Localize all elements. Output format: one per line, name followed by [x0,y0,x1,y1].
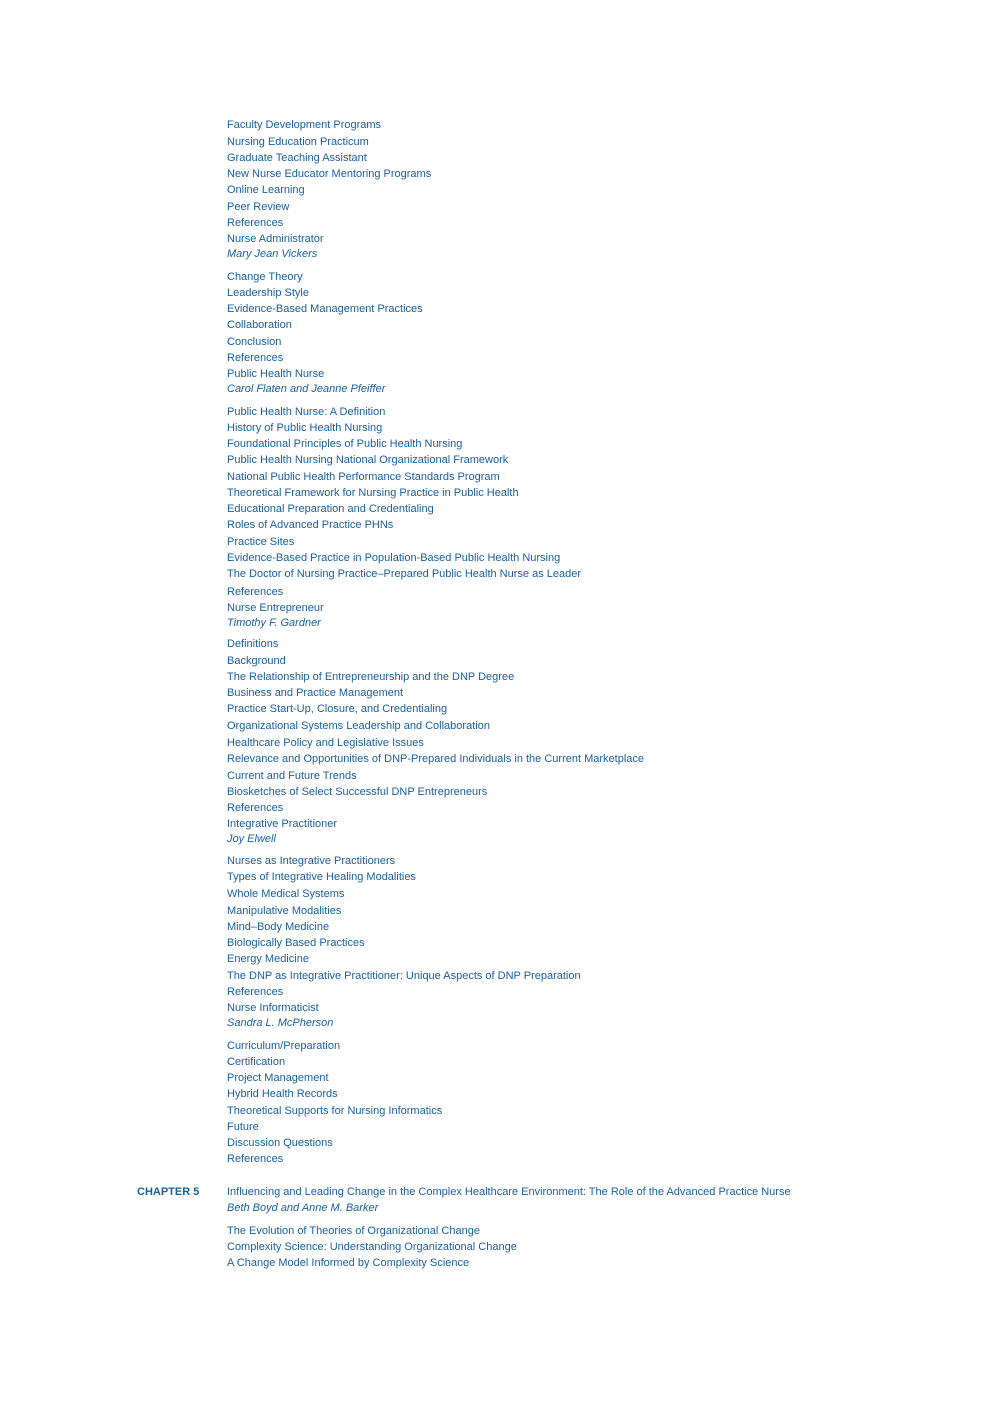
toc-entry[interactable]: Roles of Advanced Practice PHNs [227,519,394,531]
toc-section-title[interactable]: Integrative Practitioner [227,818,338,830]
toc-entry[interactable]: Energy Medicine [227,953,309,965]
toc-entry[interactable]: References [227,586,284,598]
toc-entry[interactable]: Graduate Teaching Assistant [227,152,367,164]
toc-entry[interactable]: Foundational Principles of Public Health Nursing [227,438,463,450]
toc-section-title[interactable]: Nurse Entrepreneur [227,602,324,614]
toc-entry[interactable]: Curriculum/Preparation [227,1040,341,1052]
toc-entry[interactable]: Organizational Systems Leadership and Collaboration [227,720,490,732]
toc-entry[interactable]: Leadership Style [227,287,309,299]
toc-entry[interactable]: Educational Preparation and Credentialing [227,503,434,515]
toc-entry[interactable]: References [227,802,284,814]
toc-author: Beth Boyd and Anne M. Barker [227,1202,379,1214]
toc-entry[interactable]: Nursing Education Practicum [227,136,369,148]
toc-entry[interactable]: Manipulative Modalities [227,905,342,917]
toc-entry[interactable]: Theoretical Framework for Nursing Practice in Public Health [227,487,519,499]
toc-entry[interactable]: A Change Model Informed by Complexity Science [227,1257,470,1269]
toc-entry[interactable]: National Public Health Performance Standards Program [227,471,500,483]
toc-entry[interactable]: Practice Sites [227,536,295,548]
toc-entry[interactable]: Complexity Science: Understanding Organizational Change [227,1241,517,1253]
toc-author: Joy Elwell [227,833,276,845]
toc-entry[interactable]: Relevance and Opportunities of DNP-Prepared Individuals in the Current Marketplace [227,753,644,765]
toc-entry[interactable]: Collaboration [227,319,292,331]
toc-entry[interactable]: Current and Future Trends [227,770,357,782]
toc-entry[interactable]: Healthcare Policy and Legislative Issues [227,737,424,749]
toc-entry[interactable]: Conclusion [227,336,282,348]
toc-entry[interactable]: Peer Review [227,201,290,213]
toc-entry[interactable]: References [227,352,284,364]
toc-author: Mary Jean Vickers [227,248,318,260]
toc-entry[interactable]: Types of Integrative Healing Modalities [227,871,416,883]
toc-entry[interactable]: Future [227,1121,259,1133]
toc-author: Sandra L. McPherson [227,1017,334,1029]
toc-section-title[interactable]: Nurse Administrator [227,233,324,245]
toc-entry[interactable]: New Nurse Educator Mentoring Programs [227,168,432,180]
toc-section-title[interactable]: Public Health Nurse [227,368,325,380]
toc-entry[interactable]: Mind–Body Medicine [227,921,330,933]
toc-entry[interactable]: Public Health Nurse: A Definition [227,406,386,418]
chapter-title[interactable]: Influencing and Leading Change in the Complex Healthcare Environment: The Role of the Advanced Practice Nurse [227,1186,791,1198]
toc-entry[interactable]: Online Learning [227,184,305,196]
toc-entry[interactable]: Business and Practice Management [227,687,404,699]
toc-entry[interactable]: Evidence-Based Practice in Population-Based Public Health Nursing [227,552,561,564]
toc-entry[interactable]: Definitions [227,638,279,650]
toc-entry[interactable]: References [227,986,284,998]
toc-entry[interactable]: History of Public Health Nursing [227,422,383,434]
toc-entry[interactable]: Practice Start-Up, Closure, and Credentialing [227,703,448,715]
toc-entry[interactable]: Whole Medical Systems [227,888,345,900]
toc-entry[interactable]: References [227,217,284,229]
toc-entry[interactable]: Discussion Questions [227,1137,333,1149]
toc-entry[interactable]: Hybrid Health Records [227,1088,338,1100]
toc-entry[interactable]: The Relationship of Entrepreneurship and the DNP Degree [227,671,515,683]
toc-entry[interactable]: Biologically Based Practices [227,937,365,949]
chapter-label: CHAPTER 5 [137,1186,200,1198]
toc-entry[interactable]: Certification [227,1056,286,1068]
toc-entry[interactable]: The DNP as Integrative Practitioner: Unique Aspects of DNP Preparation [227,970,581,982]
toc-entry[interactable]: Project Management [227,1072,329,1084]
toc-entry[interactable]: Evidence-Based Management Practices [227,303,423,315]
toc-author: Timothy F. Gardner [227,617,321,629]
toc-entry[interactable]: The Evolution of Theories of Organizational Change [227,1225,480,1237]
toc-entry[interactable]: Background [227,655,286,667]
toc-entry[interactable]: Public Health Nursing National Organizational Framework [227,454,509,466]
toc-entry[interactable]: Faculty Development Programs [227,119,382,131]
toc-entry[interactable]: The Doctor of Nursing Practice–Prepared Public Health Nurse as Leader [227,568,582,580]
toc-section-title[interactable]: Nurse Informaticist [227,1002,319,1014]
toc-entry[interactable]: Change Theory [227,271,303,283]
toc-entry[interactable]: Nurses as Integrative Practitioners [227,855,396,867]
toc-entry[interactable]: Theoretical Supports for Nursing Informatics [227,1105,443,1117]
toc-entry[interactable]: Biosketches of Select Successful DNP Entrepreneurs [227,786,488,798]
toc-entry[interactable]: References [227,1153,284,1165]
toc-author: Carol Flaten and Jeanne Pfeiffer [227,383,386,395]
